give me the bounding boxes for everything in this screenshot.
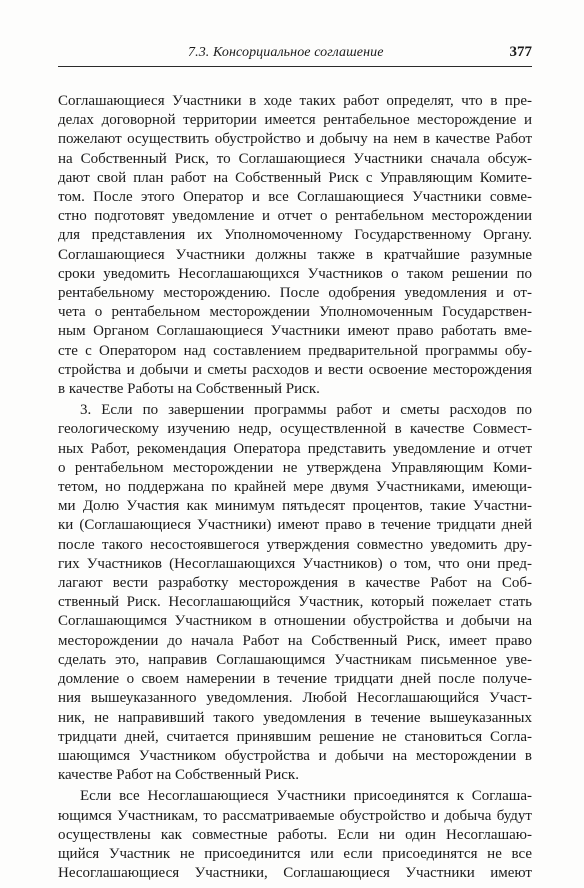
text-line: ми Долю Участия как минимум пятьдесят процентов, такие Участни- [58,498,532,515]
text-line: ник, не направивший такого уведомления в течение вышеуказанных [58,709,532,726]
running-header [58,44,532,67]
body-text [58,92,532,883]
text-line: пожелают осуществить обустройство и добычу на нем в качестве Работ [58,131,532,148]
text-line: Соглашающимся Участником в отношении обустройства и добычи на [58,613,532,630]
text-line: стройства и добычи и сметы расходов и вести освоение месторождения [58,361,532,378]
text-line: тридцати дней, считается принявшим решение не становиться Согла- [58,728,532,745]
paragraph-2 [58,401,532,785]
text-line: ющимся Участникам, то рассматриваемые обустройство и добыча будут [58,807,532,824]
text-line: том. После этого Оператор и все Соглашающиеся Участники совме- [58,189,532,206]
text-line: Соглашающиеся Участники в ходе таких работ определят, что в пре- [58,93,532,109]
text-line: 3. Если по завершении программы работ и сметы расходов по [80,402,532,419]
text-line: рентабельному месторождению. После одобрения уведомления и от- [58,285,532,302]
text-line: для представления их Уполномоченному Государственному Органу. [58,227,532,244]
text-line: качестве Работ на Собственный Риск. [58,767,299,784]
text-line: ных Работ, рекомендация Оператора представить уведомление и отчет [58,440,532,457]
text-line: после такого несостоявшегося утверждения совместно уведомить дру- [58,536,532,553]
text-line: сроки уведомить Несоглашающихся Участников о таком решении по [58,265,532,282]
text-line: дают свой план работ на Собственный Риск с Управляющим Комите- [58,169,532,186]
text-line: Несоглашающиеся Участники, Соглашающиеся Участники имеют [58,865,532,882]
text-line: месторождении до начала Работ на Собственный Риск, имеет право [58,632,532,649]
text-line: Если все Несоглашающиеся Участники присоединятся к Соглаша- [80,788,532,805]
text-line: сте с Оператором над составлением предварительной программы обу- [58,342,532,359]
text-line: геологическому изучению недр, осуществленной в качестве Совмест- [58,421,532,438]
text-line: ным Органом Соглашающиеся Участники имеют право работать вме- [58,323,532,340]
text-line: Соглашающиеся Участники должны также в кратчайшие разумные [58,246,532,263]
text-line: тетом, но поддержана по крайней мере двумя Участниками, имеющи- [58,479,532,496]
text-line: лагают вести разработку месторождения в качестве Работ на Соб- [58,575,532,592]
text-line: домление о своем намерении в течение тридцати дней после получе- [58,671,532,688]
text-line: в качестве Работы на Собственный Риск. [58,381,320,398]
text-line: ки (Соглашающиеся Участники) имеют право в течение тридцати дней [58,517,532,534]
text-line: гих Участников (Несоглашающихся Участников) о том, что они пред- [58,555,532,572]
running-title: 7.3. Консорциальное соглашение [188,45,384,60]
paragraph-3 [58,787,532,883]
text-line: стно подготовят уведомление и отчет о рентабельном месторождении [58,208,532,225]
page-number: 377 [509,44,532,60]
text-line: щийся Участник не присоединится или если присоединятся не все [58,845,532,862]
text-line: ния вышеуказанного уведомления. Любой Несоглашающийся Участ- [58,690,532,707]
text-line: чета о рентабельном месторождении Уполномоченным Государствен- [58,304,532,321]
text-line: ственный Риск. Несоглашающийся Участник, который пожелает стать [58,594,532,611]
text-line: шающимся Участником обустройства и добычи на месторождении в [58,747,532,764]
paragraph-1 [58,92,532,399]
text-line: на Собственный Риск, то Соглашающиеся Участники сначала обсуж- [58,150,532,167]
text-line: сделать это, направив Соглашающимся Участникам письменное уве- [58,651,532,668]
text-line: делах договорной территории имеется рентабельное месторождение и [58,112,532,129]
text-line: о рентабельном месторождении не утверждена Управляющим Коми- [58,459,532,476]
text-line: осуществлены как совместные работы. Если ни один Несоглашаю- [58,826,532,843]
